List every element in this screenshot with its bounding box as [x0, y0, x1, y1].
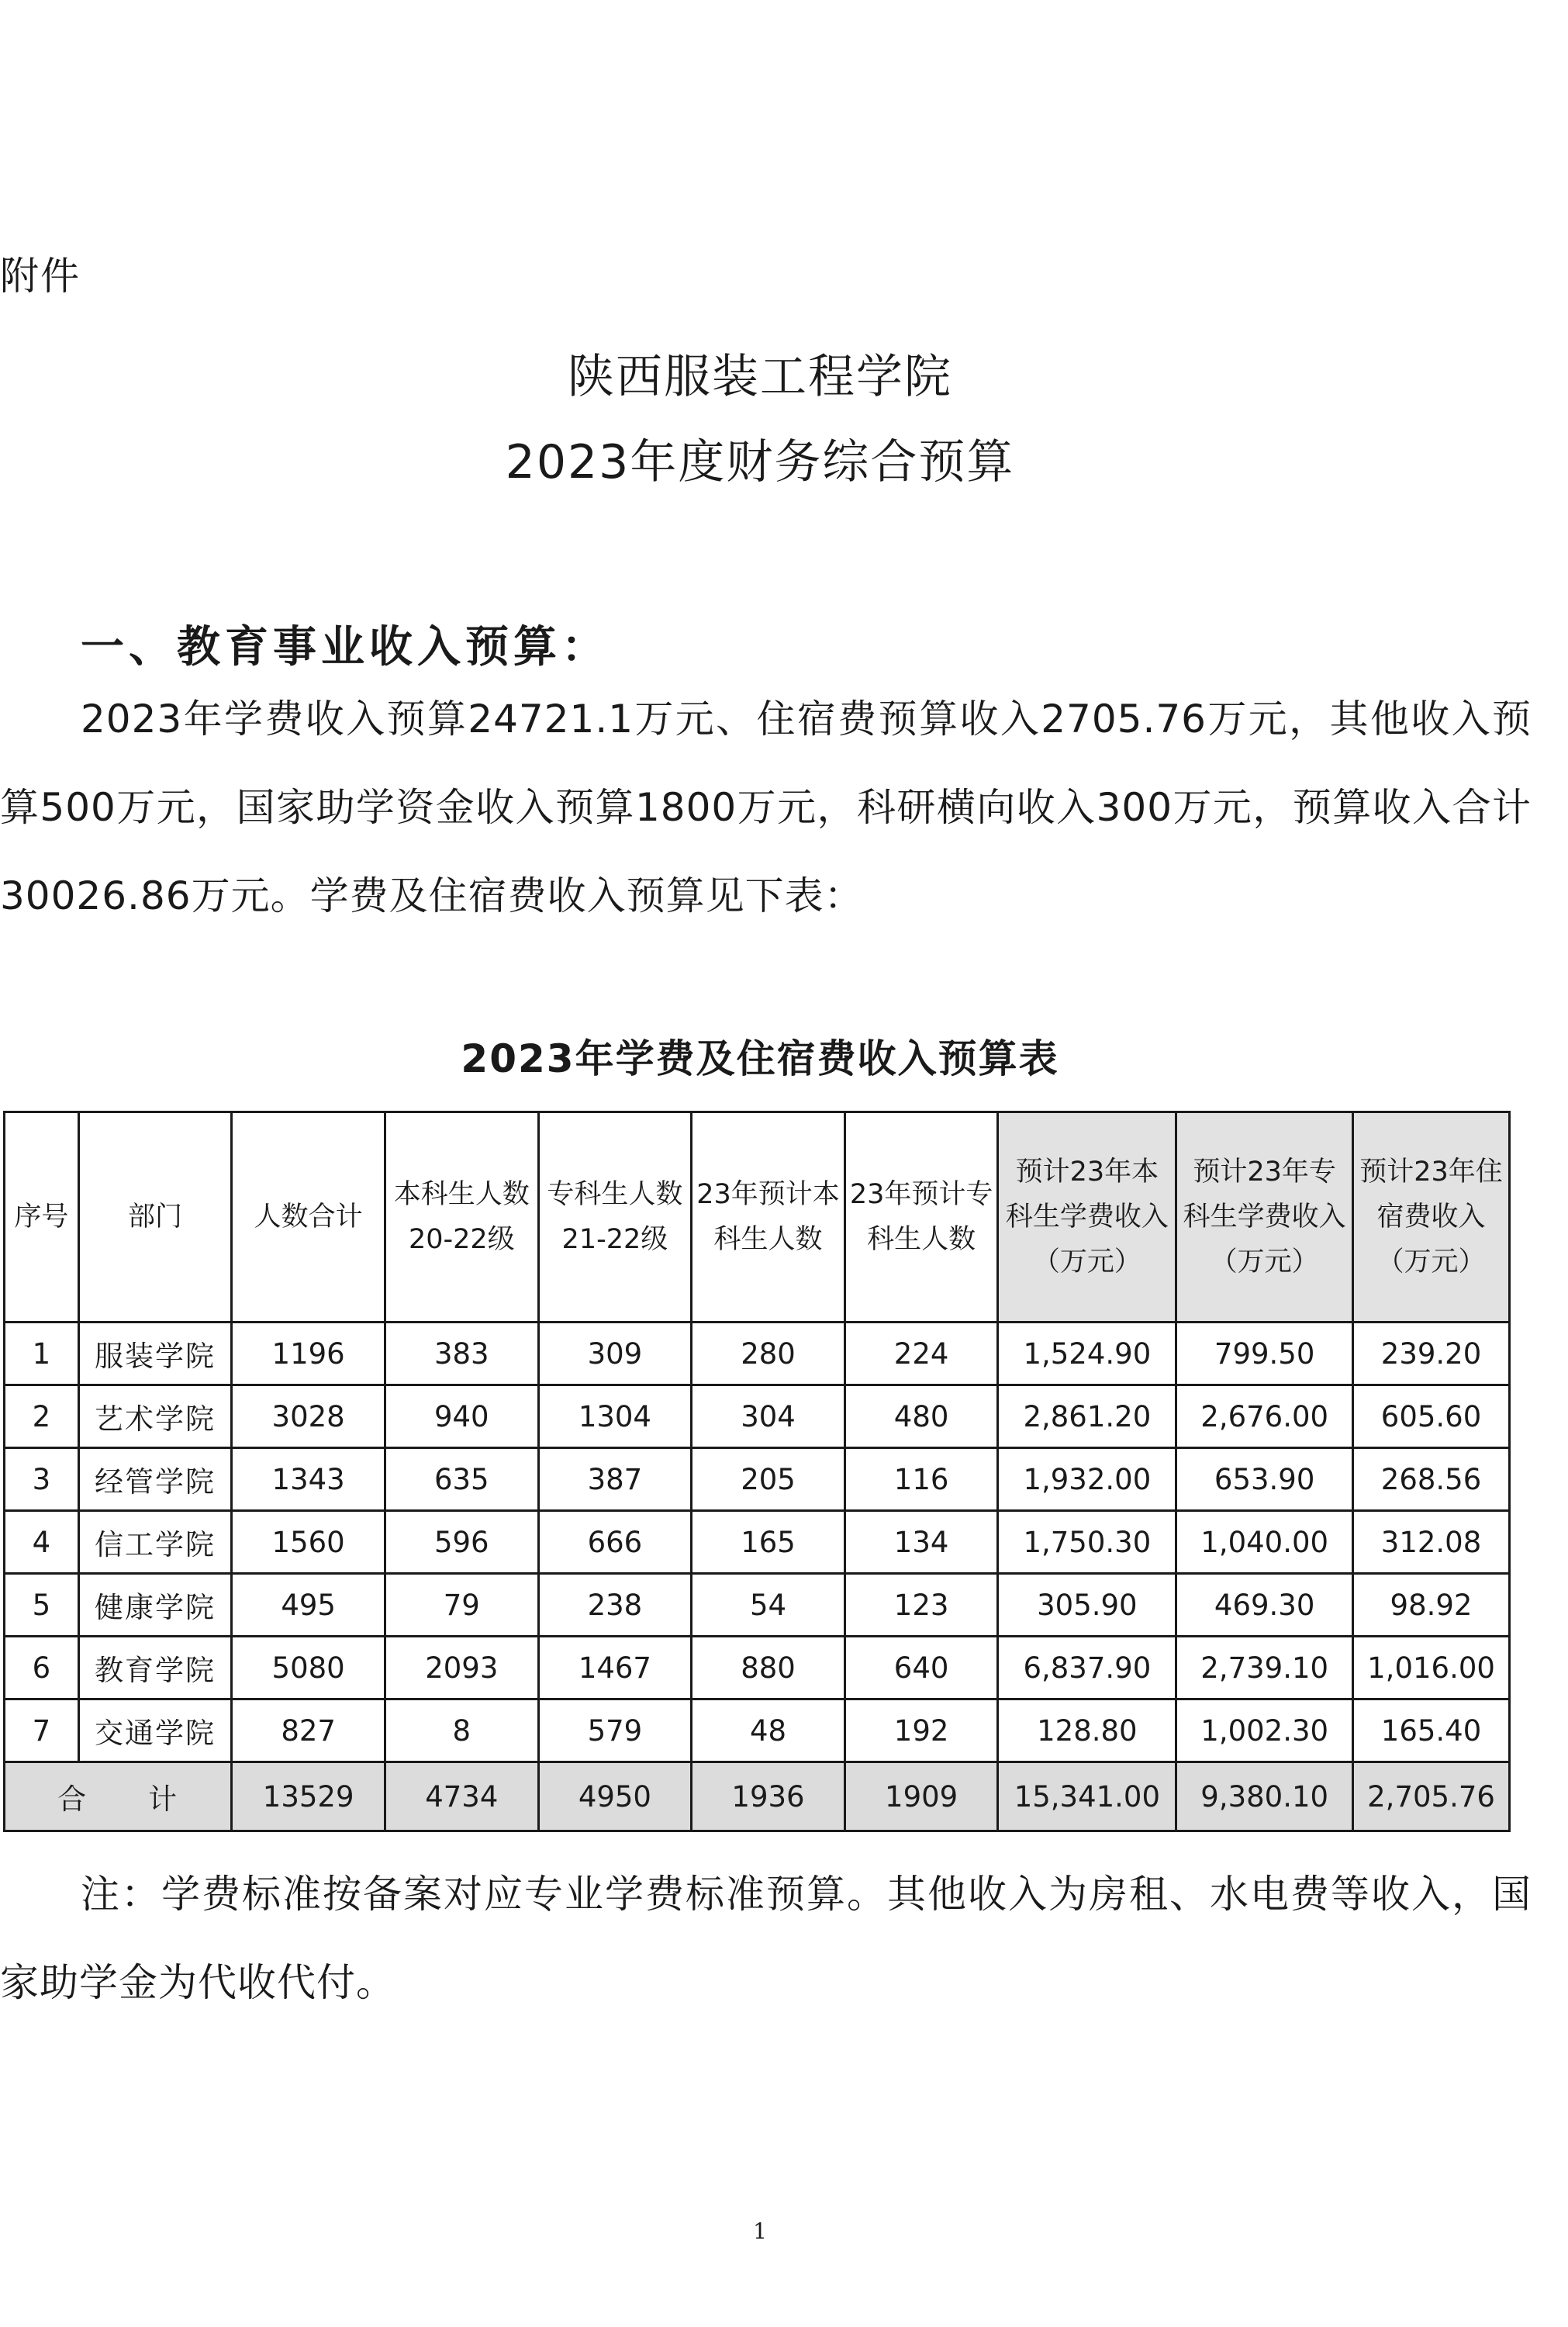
cell-undergrad-fee: 128.80 — [998, 1699, 1176, 1762]
cell-undergrad-2023: 48 — [692, 1699, 845, 1762]
cell-total: 1343 — [232, 1448, 385, 1511]
cell-junior-college-fee: 799.50 — [1176, 1323, 1353, 1385]
cell-junior-college-2023: 134 — [844, 1511, 998, 1574]
cell-undergrad: 8 — [385, 1699, 538, 1762]
cell-total: 1560 — [232, 1511, 385, 1574]
cell-no: 7 — [5, 1699, 79, 1762]
cell-junior-college-fee: 653.90 — [1176, 1448, 1353, 1511]
table-row — [5, 1699, 1510, 1762]
document-subtitle: 2023年度财务综合预算 — [505, 435, 1015, 489]
header-undergrad-fee: 预计23年本科生学费收入（万元） — [998, 1112, 1176, 1323]
cell-junior-college: 1304 — [538, 1385, 692, 1448]
cell-department: 教育学院 — [78, 1637, 231, 1699]
attachment-label: 附件 — [0, 254, 81, 299]
cell-junior-college-2023: 116 — [844, 1448, 998, 1511]
cell-undergrad-fee: 305.90 — [998, 1574, 1176, 1637]
cell-undergrad-2023: 880 — [692, 1637, 845, 1699]
cell-department: 交通学院 — [78, 1699, 231, 1762]
cell-junior-college-2023: 192 — [844, 1699, 998, 1762]
cell-no: 2 — [5, 1385, 79, 1448]
section-heading: 一、教育事业收入预算： — [81, 621, 610, 673]
cell-department: 经管学院 — [78, 1448, 231, 1511]
cell-dorm-fee: 268.56 — [1353, 1448, 1510, 1511]
table-note: 注：学费标准按备案对应专业学费标准预算。其他收入为房租、水电费等收入，国家助学金为代收代付。 — [0, 1872, 1532, 2005]
cell-junior-college: 387 — [538, 1448, 692, 1511]
cell-junior-college: 1467 — [538, 1637, 692, 1699]
cell-dorm-fee: 605.60 — [1353, 1385, 1510, 1448]
cell-junior-college: 666 — [538, 1511, 692, 1574]
cell-junior-college: 579 — [538, 1699, 692, 1762]
cell-junior-college-fee: 1,002.30 — [1176, 1699, 1353, 1762]
cell-dorm-fee: 1,016.00 — [1353, 1637, 1510, 1699]
cell-undergrad: 79 — [385, 1574, 538, 1637]
cell-junior-college-2023: 123 — [844, 1574, 998, 1637]
header-department: 部门 — [78, 1112, 231, 1323]
table-header-row — [5, 1112, 1510, 1323]
cell-undergrad-fee: 2,861.20 — [998, 1385, 1176, 1448]
cell-undergrad-2023: 280 — [692, 1323, 845, 1385]
cell-junior-college-fee: 2,739.10 — [1176, 1637, 1353, 1699]
table-row — [5, 1511, 1510, 1574]
table-total-row — [5, 1762, 1510, 1831]
cell-undergrad-2023: 205 — [692, 1448, 845, 1511]
body-paragraph: 2023年学费收入预算24721.1万元、住宿费预算收入2705.76万元，其他收入预算500万元，国家助学资金收入预算1800万元，科研横向收入300万元，预算收入合计30026.86万元。学费及住宿费收入预算见下表： — [0, 697, 1532, 918]
cell-dorm-fee: 98.92 — [1353, 1574, 1510, 1637]
cell-department: 艺术学院 — [78, 1385, 231, 1448]
cell-total: 3028 — [232, 1385, 385, 1448]
cell-undergrad: 2093 — [385, 1637, 538, 1699]
cell-total: 1196 — [232, 1323, 385, 1385]
cell-junior-college-2023: 224 — [844, 1323, 998, 1385]
cell-undergrad-fee: 1,524.90 — [998, 1323, 1176, 1385]
document-title: 陕西服装工程学院 — [568, 350, 952, 404]
cell-undergrad-fee: 6,837.90 — [998, 1637, 1176, 1699]
cell-dorm-fee: 165.40 — [1353, 1699, 1510, 1762]
cell-total: 495 — [232, 1574, 385, 1637]
table-row — [5, 1385, 1510, 1448]
total-cell-junior-college: 4950 — [538, 1762, 692, 1831]
cell-no: 1 — [5, 1323, 79, 1385]
cell-total: 5080 — [232, 1637, 385, 1699]
cell-undergrad-2023: 165 — [692, 1511, 845, 1574]
cell-undergrad: 383 — [385, 1323, 538, 1385]
cell-junior-college-2023: 640 — [844, 1637, 998, 1699]
total-label: 合 计 — [5, 1762, 232, 1831]
cell-junior-college-fee: 1,040.00 — [1176, 1511, 1353, 1574]
cell-undergrad-2023: 54 — [692, 1574, 845, 1637]
header-no: 序号 — [5, 1112, 79, 1323]
cell-junior-college-fee: 469.30 — [1176, 1574, 1353, 1637]
cell-undergrad-fee: 1,932.00 — [998, 1448, 1176, 1511]
cell-undergrad: 635 — [385, 1448, 538, 1511]
cell-undergrad: 940 — [385, 1385, 538, 1448]
cell-no: 6 — [5, 1637, 79, 1699]
total-cell-undergrad-2023: 1936 — [692, 1762, 845, 1831]
cell-junior-college-2023: 480 — [844, 1385, 998, 1448]
cell-department: 健康学院 — [78, 1574, 231, 1637]
cell-no: 3 — [5, 1448, 79, 1511]
cell-dorm-fee: 239.20 — [1353, 1323, 1510, 1385]
total-cell-total: 13529 — [232, 1762, 385, 1831]
cell-junior-college: 309 — [538, 1323, 692, 1385]
budget-table — [3, 1111, 1511, 1832]
cell-no: 5 — [5, 1574, 79, 1637]
cell-no: 4 — [5, 1511, 79, 1574]
cell-department: 服装学院 — [78, 1323, 231, 1385]
cell-total: 827 — [232, 1699, 385, 1762]
table-row — [5, 1448, 1510, 1511]
table-row — [5, 1574, 1510, 1637]
table-row — [5, 1323, 1510, 1385]
total-cell-dorm-fee: 2,705.76 — [1353, 1762, 1510, 1831]
total-cell-junior-college-2023: 1909 — [844, 1762, 998, 1831]
header-total-students: 人数合计 — [232, 1112, 385, 1323]
cell-undergrad-fee: 1,750.30 — [998, 1511, 1176, 1574]
total-cell-undergrad: 4734 — [385, 1762, 538, 1831]
header-junior-college-fee: 预计23年专科生学费收入（万元） — [1176, 1112, 1353, 1323]
cell-undergrad-2023: 304 — [692, 1385, 845, 1448]
table-title: 2023年学费及住宿费收入预算表 — [461, 1036, 1059, 1081]
header-junior-college-2023: 23年预计专科生人数 — [844, 1112, 998, 1323]
cell-department: 信工学院 — [78, 1511, 231, 1574]
cell-dorm-fee: 312.08 — [1353, 1511, 1510, 1574]
table-row — [5, 1637, 1510, 1699]
header-junior-college-count: 专科生人数21-22级 — [538, 1112, 692, 1323]
header-undergrad-2023: 23年预计本科生人数 — [692, 1112, 845, 1323]
cell-junior-college: 238 — [538, 1574, 692, 1637]
cell-undergrad: 596 — [385, 1511, 538, 1574]
header-undergrad-count: 本科生人数20-22级 — [385, 1112, 538, 1323]
page-number: 1 — [753, 2218, 767, 2244]
total-cell-undergrad-fee: 15,341.00 — [998, 1762, 1176, 1831]
total-cell-junior-college-fee: 9,380.10 — [1176, 1762, 1353, 1831]
cell-junior-college-fee: 2,676.00 — [1176, 1385, 1353, 1448]
header-dorm-fee: 预计23年住宿费收入（万元） — [1353, 1112, 1510, 1323]
